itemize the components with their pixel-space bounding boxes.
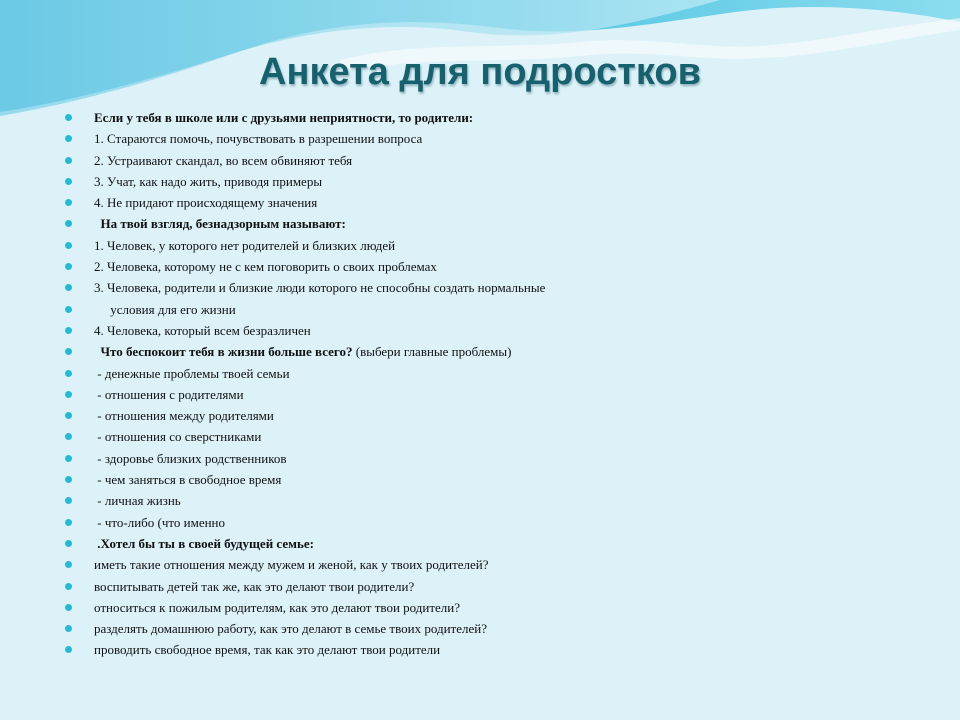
list-item xyxy=(62,639,932,660)
list-item-text xyxy=(94,128,422,149)
list-item-text xyxy=(94,576,414,597)
list-item xyxy=(62,277,932,298)
list-item-text xyxy=(94,554,489,575)
bullet-icon xyxy=(65,242,72,249)
list-item-text xyxy=(94,597,460,618)
list-item-text xyxy=(94,277,545,298)
bullet-icon xyxy=(65,561,72,568)
list-item xyxy=(62,363,932,384)
list-item xyxy=(62,128,932,149)
list-item-label: 3. Человека, родители и близкие люди которого не способны создать нормальные xyxy=(94,280,546,296)
list-item-text xyxy=(94,405,274,426)
list-item xyxy=(62,512,932,533)
list-item-label: 4. Человека, который всем безразличен xyxy=(94,322,311,338)
list-item xyxy=(62,213,932,234)
list-item xyxy=(62,405,932,426)
bullet-icon xyxy=(65,625,72,632)
list-item-label: .Хотел бы ты в своей будущей семье: xyxy=(94,535,314,551)
bullet-icon xyxy=(65,540,72,547)
bullet-icon xyxy=(65,114,72,121)
list-item-label: - личная жизнь xyxy=(94,493,181,509)
bullet-icon xyxy=(65,370,72,377)
list-item xyxy=(62,171,932,192)
list-item-label: - что-либо (что именно xyxy=(94,514,226,530)
list-item-label: 1. Стараются помочь, почувствовать в разрешении вопроса xyxy=(94,131,423,147)
list-item-text xyxy=(94,533,314,554)
list-item-label: - денежные проблемы твоей семьи xyxy=(94,365,290,381)
list-item-label: Что беспокоит тебя в жизни больше всего? xyxy=(94,344,353,360)
list-item-text xyxy=(94,256,437,277)
list-item-text xyxy=(94,363,290,384)
bullet-icon xyxy=(65,519,72,526)
list-item xyxy=(62,554,932,575)
list-item-text xyxy=(94,213,346,234)
list-item xyxy=(62,469,932,490)
list-item-label: иметь такие отношения между мужем и женой, как у твоих родителей? xyxy=(94,557,489,573)
list-item-text xyxy=(94,426,261,447)
list-item-label: 4. Не придают происходящему значения xyxy=(94,195,318,211)
list-item-text xyxy=(94,469,281,490)
list-item-text xyxy=(94,150,352,171)
list-item-label: 2. Устраивают скандал, во всем обвиняют тебя xyxy=(94,152,353,168)
list-item-label: - чем заняться в свободное время xyxy=(94,472,282,488)
bullet-icon xyxy=(65,284,72,291)
list-item-text xyxy=(94,192,317,213)
list-item-label: Если у тебя в школе или с друзьями неприятности, то родители: xyxy=(94,110,474,125)
list-item-label: - отношения со сверстниками xyxy=(94,429,262,445)
bullet-icon xyxy=(65,157,72,164)
bullet-icon xyxy=(65,135,72,142)
list-item-label: проводить свободное время, так как это делают твои родители xyxy=(94,642,441,658)
list-item-text xyxy=(94,299,236,320)
list-item xyxy=(62,150,932,171)
list-item-label: - отношения между родителями xyxy=(94,408,274,424)
list-item xyxy=(62,320,932,341)
list-item-label: 3. Учат, как надо жить, приводя примеры xyxy=(94,173,323,189)
list-item-label: 1. Человек, у которого нет родителей и близких людей xyxy=(94,237,396,253)
bullet-icon xyxy=(65,583,72,590)
list-item-note: (выбери главные проблемы) xyxy=(352,344,512,360)
list-item-label: На твой взгляд, безнадзорным называют: xyxy=(94,216,346,232)
list-item-text xyxy=(94,171,322,192)
list-item-text xyxy=(94,341,511,362)
bullet-icon xyxy=(65,412,72,419)
bullet-icon xyxy=(65,433,72,440)
list-item-text xyxy=(94,448,287,469)
list-item-text xyxy=(94,320,311,341)
list-item-text xyxy=(94,618,487,639)
bullet-icon xyxy=(65,391,72,398)
bullet-icon xyxy=(65,263,72,270)
list-item xyxy=(62,384,932,405)
list-item xyxy=(62,490,932,511)
list-item xyxy=(62,618,932,639)
bullet-icon xyxy=(65,476,72,483)
list-item xyxy=(62,235,932,256)
list-item xyxy=(62,107,932,128)
list-item-label: 2. Человека, которому не с кем поговорить о своих проблемах xyxy=(94,259,437,275)
list-item xyxy=(62,299,932,320)
list-item xyxy=(62,256,932,277)
bullet-icon xyxy=(65,178,72,185)
bullet-icon xyxy=(65,604,72,611)
list-item-text xyxy=(94,384,244,405)
list-item-label: воспитывать детей так же, как это делают твои родители? xyxy=(94,578,415,594)
bullet-icon xyxy=(65,348,72,355)
bullet-icon xyxy=(65,327,72,334)
list-item-text xyxy=(94,107,473,128)
bullet-icon xyxy=(65,646,72,653)
list-item xyxy=(62,448,932,469)
list-item-label: условия для его жизни xyxy=(94,301,236,317)
list-item-text xyxy=(94,235,395,256)
list-item xyxy=(62,533,932,554)
bullet-icon xyxy=(65,455,72,462)
bullet-icon xyxy=(65,497,72,504)
list-item-text xyxy=(94,490,181,511)
list-item xyxy=(62,597,932,618)
bullet-icon xyxy=(65,220,72,227)
list-item xyxy=(62,192,932,213)
slide-title: Анкета для подростков xyxy=(259,51,701,93)
list-item-label: разделять домашнюю работу, как это делают в семье твоих родителей? xyxy=(94,621,487,637)
list-item-label: - здоровье близких родственников xyxy=(94,450,287,466)
list-item-text xyxy=(94,512,225,533)
list-item xyxy=(62,576,932,597)
bullet-icon xyxy=(65,306,72,313)
bullet-icon xyxy=(65,199,72,206)
list-item xyxy=(62,426,932,447)
list-item xyxy=(62,341,932,362)
list-item-label: - отношения с родителями xyxy=(94,386,244,402)
list-item-text xyxy=(94,639,440,660)
questionnaire-list xyxy=(62,107,932,661)
list-item-label: относиться к пожилым родителям, как это делают твои родители? xyxy=(94,599,461,615)
